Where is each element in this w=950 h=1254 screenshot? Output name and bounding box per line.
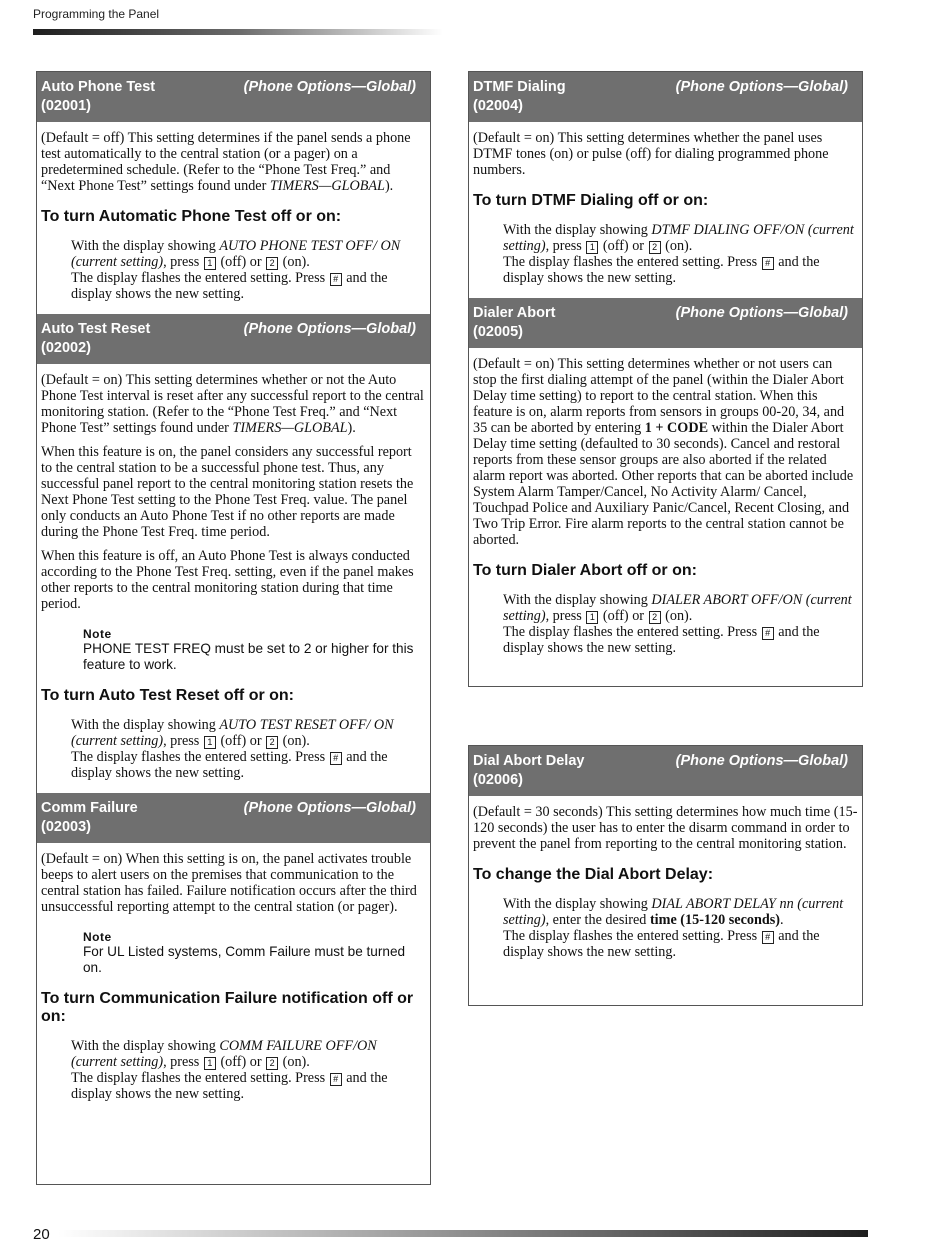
instruction: With the display showing DIALER ABORT OFF/ON (current setting), press 1 (off) or 2 (on). The display flashes the entered setting. Press # and the display shows the new setting. — [503, 592, 852, 656]
section-code: (02006) — [473, 772, 523, 788]
section-code: (02001) — [41, 98, 91, 114]
key-2-icon: 2 — [649, 611, 661, 624]
key-hash-icon: # — [330, 273, 342, 286]
section-body-comm-failure — [37, 843, 430, 1114]
section-header-dtmf-dialing — [469, 72, 862, 122]
paragraph: (Default = 30 seconds) This setting determines how much time (15-120 seconds) the user has to enter the disarm command in order to prevent the panel from reporting to the central monitoring station. — [473, 804, 858, 852]
section-header-dial-abort-delay — [469, 746, 862, 796]
note — [83, 628, 426, 673]
key-1-icon: 1 — [204, 257, 216, 270]
paragraph: (Default = on) This setting determines whether or not the Auto Phone Test interval is reset after any successful report to the central monitoring station. (Refer to the “Phone Test Freq.” and “Next Phone Test” settings found under TIMERS—GLOBAL). — [41, 372, 424, 436]
section-code: (02002) — [41, 340, 91, 356]
footer-rule — [58, 1230, 868, 1237]
section-body-auto-test-reset — [37, 364, 430, 793]
section-title: Auto Test Reset — [41, 321, 151, 337]
section-header-auto-test-reset — [37, 314, 430, 364]
paragraph: When this feature is on, the panel considers any successful report to the central station to be a successful phone test. Thus, any successful panel report to the central monitoring station resets the Next Phone Test setting to the Phone Test Freq. value. The panel only conducts an Auto Phone Test if no other reports are made during the Phone Test Freq. time period. — [41, 444, 414, 540]
section-scope: (Phone Options—Global) — [675, 753, 848, 769]
key-1-icon: 1 — [586, 241, 598, 254]
header-rule — [33, 29, 443, 35]
section-header-comm-failure — [37, 793, 430, 843]
subheading: To change the Dial Abort Delay: — [473, 866, 714, 883]
paragraph: When this feature is off, an Auto Phone Test is always conducted according to the Phone Test Freq. setting, even if the panel makes other reports to the central monitoring station during that time period. — [41, 548, 414, 612]
section-title: Comm Failure — [41, 800, 138, 816]
running-head: Programming the Panel — [33, 7, 160, 21]
instruction: With the display showing AUTO PHONE TEST OFF/ ON (current setting), press 1 (off) or 2 (on). The display flashes the entered setting. Press # and the display shows the new setting. — [71, 238, 401, 302]
note-label: Note — [83, 930, 112, 944]
key-2-icon: 2 — [266, 1057, 278, 1070]
section-title: Dial Abort Delay — [473, 753, 585, 769]
section-scope: (Phone Options—Global) — [243, 79, 416, 95]
section-code: (02003) — [41, 819, 91, 835]
note-label: Note — [83, 627, 112, 641]
section-code: (02004) — [473, 98, 523, 114]
section-body-auto-phone-test — [37, 122, 430, 314]
section-header-dialer-abort — [469, 298, 862, 348]
section-body-dial-abort-delay — [469, 796, 862, 972]
key-2-icon: 2 — [266, 257, 278, 270]
section-body-dtmf-dialing — [469, 122, 862, 298]
section-code: (02005) — [473, 324, 523, 340]
key-2-icon: 2 — [649, 241, 661, 254]
note-text: For UL Listed systems, Comm Failure must be turned on. — [83, 944, 406, 975]
section-title: Auto Phone Test — [41, 79, 156, 95]
instruction: With the display showing DTMF DIALING OFF/ON (current setting), press 1 (off) or 2 (on). The display flashes the entered setting. Press # and the display shows the new setting. — [503, 222, 854, 286]
key-hash-icon: # — [762, 931, 774, 944]
section-scope: (Phone Options—Global) — [675, 305, 848, 321]
note — [83, 931, 426, 976]
key-1-icon: 1 — [204, 1057, 216, 1070]
paragraph: (Default = on) When this setting is on, the panel activates trouble beeps to alert users on the premises that communication to the central station has failed. Failure notification occurs after the third unsuccessful reporting attempt to the central station (or pager). — [41, 851, 417, 915]
section-title: Dialer Abort — [473, 305, 556, 321]
key-2-icon: 2 — [266, 736, 278, 749]
paragraph: (Default = off) This setting determines if the panel sends a phone test automatically to the central station (or a pager) on a predetermined schedule. (Refer to the “Phone Test Freq.” and “Next Phone Test” settings found under TIMERS—GLOBAL). — [41, 130, 411, 194]
key-hash-icon: # — [330, 1073, 342, 1086]
instruction: With the display showing DIAL ABORT DELAY nn (current setting), enter the desired time (15-120 seconds). The display flashes the entered setting. Press # and the display shows the new setting. — [503, 896, 844, 960]
left-column — [36, 71, 431, 1185]
page-number: 20 — [33, 1226, 50, 1243]
key-hash-icon: # — [762, 257, 774, 270]
key-1-icon: 1 — [204, 736, 216, 749]
subheading: To turn Auto Test Reset off or on: — [41, 687, 295, 704]
note-text: PHONE TEST FREQ must be set to 2 or higher for this feature to work. — [83, 641, 414, 672]
instruction: With the display showing AUTO TEST RESET OFF/ ON (current setting), press 1 (off) or 2 (on). The display flashes the entered setting. Press # and the display shows the new setting. — [71, 717, 394, 781]
section-scope: (Phone Options—Global) — [243, 800, 416, 816]
subheading: To turn Automatic Phone Test off or on: — [41, 208, 342, 225]
section-scope: (Phone Options—Global) — [675, 79, 848, 95]
section-body-dialer-abort — [469, 348, 862, 668]
instruction: With the display showing COMM FAILURE OFF/ON (current setting), press 1 (off) or 2 (on). The display flashes the entered setting. Press # and the display shows the new setting. — [71, 1038, 388, 1102]
key-hash-icon: # — [762, 627, 774, 640]
subheading: To turn Communication Failure notification off or on: — [41, 990, 414, 1025]
key-hash-icon: # — [330, 752, 342, 765]
section-title: DTMF Dialing — [473, 79, 566, 95]
section-header-auto-phone-test — [37, 72, 430, 122]
subheading: To turn DTMF Dialing off or on: — [473, 192, 709, 209]
subheading: To turn Dialer Abort off or on: — [473, 562, 697, 579]
key-1-icon: 1 — [586, 611, 598, 624]
right-column-top — [468, 71, 863, 687]
paragraph: (Default = on) This setting determines whether the panel uses DTMF tones (on) or pulse (off) for dialing programmed phone numbers. — [473, 130, 829, 178]
paragraph: (Default = on) This setting determines whether or not users can stop the first dialing attempt of the panel (within the Dialer Abort Delay time setting) to report to the central station. When this feature is on, alarm reports from sensors in groups 00-20, 34, and 35 can be aborted by entering 1 + CODE within the Dialer Abort Delay time setting (defaulted to 30 seconds). Cancel and restoral reports from these sensor groups are also aborted if the related alarm report was aborted. Other reports that can be aborted include System Alarm Tamper/Cancel, No Activity Alarm/ Cancel, Touchpad Police and Auxiliary Panic/Cancel, Recent Closing, and Two Trip Error. Fire alarm reports to the central station cannot be aborted. — [473, 356, 854, 548]
section-scope: (Phone Options—Global) — [243, 321, 416, 337]
right-column-bottom — [468, 745, 863, 1006]
